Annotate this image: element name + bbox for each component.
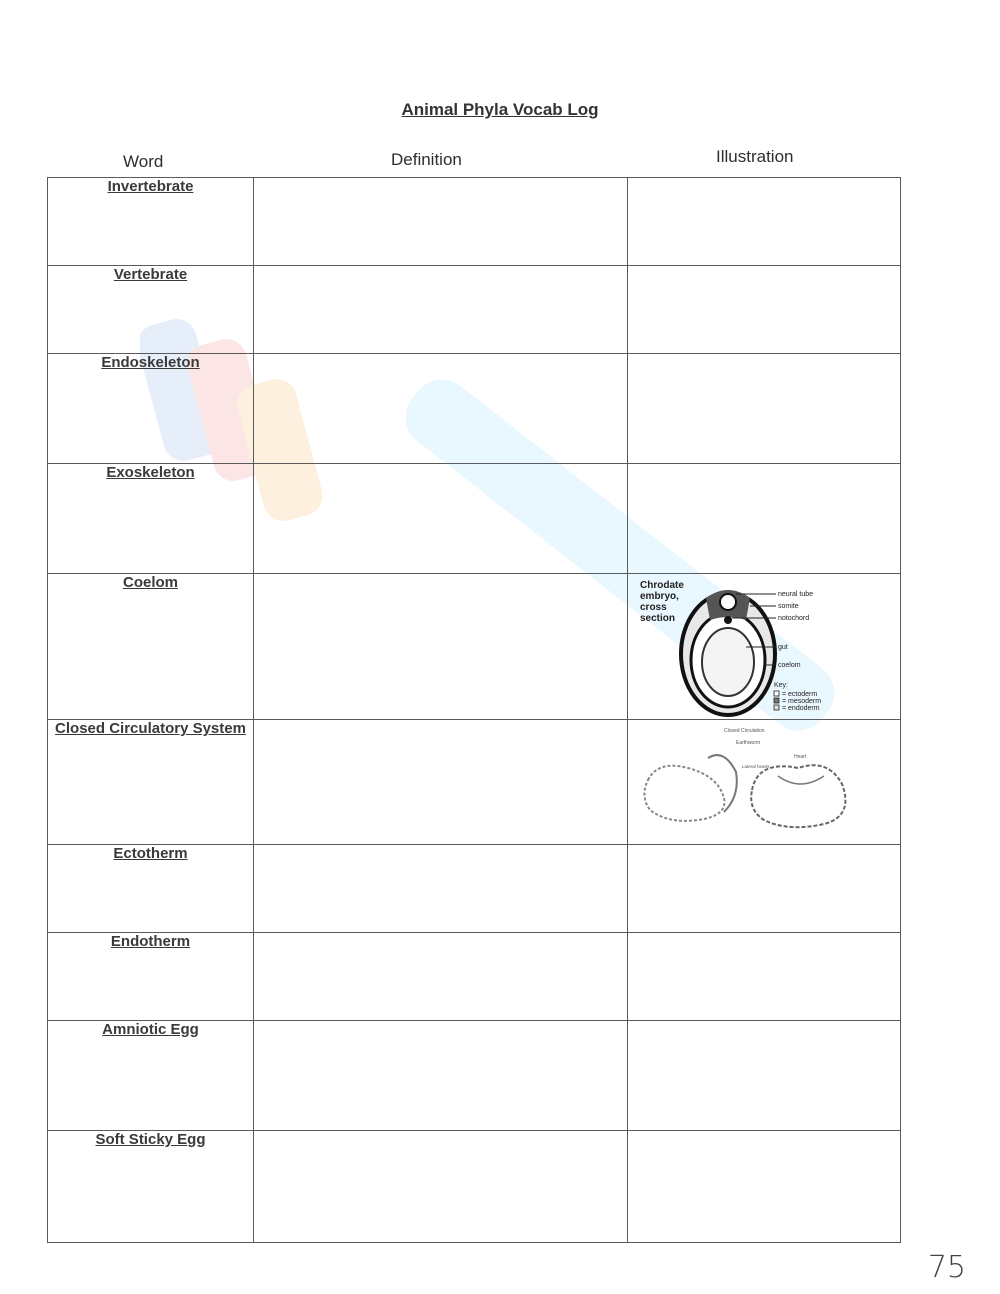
notochord (724, 616, 732, 624)
illustration-cell[interactable] (628, 933, 901, 1021)
table-row (48, 933, 901, 1021)
illustration-cell[interactable] (628, 464, 901, 574)
illustration-cell[interactable] (628, 845, 901, 933)
label-neural-tube: neural tube (778, 591, 814, 598)
word-cell (48, 1021, 254, 1131)
table-row (48, 464, 901, 574)
illustration-cell[interactable] (628, 1021, 901, 1131)
illustration-cell[interactable] (628, 574, 901, 720)
word-cell (48, 574, 254, 720)
figure-title: Closed Circulation (724, 728, 765, 734)
vocab-word: Ectotherm (113, 845, 188, 862)
word-cell (48, 354, 254, 464)
key-item: = ectoderm (782, 691, 818, 698)
illustration-cell[interactable] (628, 1131, 901, 1243)
vocab-word: Amniotic Egg (102, 1021, 199, 1038)
definition-cell[interactable] (254, 354, 628, 464)
word-cell (48, 845, 254, 933)
vocab-word: Soft Sticky Egg (95, 1131, 206, 1148)
table-row (48, 354, 901, 464)
definition-cell[interactable] (254, 845, 628, 933)
earthworm-circulation-diagram (628, 720, 900, 840)
vocab-word: Endoskeleton (101, 354, 200, 371)
key-swatch-mesoderm (774, 698, 779, 703)
vocab-word: Invertebrate (107, 178, 194, 195)
table-row (48, 720, 901, 845)
table-row (48, 1021, 901, 1131)
vessel-loop-right (751, 765, 845, 827)
figure-caption-line: embryo, (640, 591, 679, 602)
neural-tube (720, 594, 736, 610)
key-item: = endoderm (782, 705, 820, 712)
figure-caption-line: section (640, 613, 676, 624)
chordate-embryo-diagram (628, 574, 900, 719)
definition-cell[interactable] (254, 464, 628, 574)
illustration-cell[interactable] (628, 178, 901, 266)
table-row (48, 574, 901, 720)
illustration-cell[interactable] (628, 720, 901, 845)
table-row (48, 178, 901, 266)
word-cell (48, 720, 254, 845)
definition-cell[interactable] (254, 178, 628, 266)
figure-caption-line: Chrodate (640, 580, 684, 591)
label-gut: gut (778, 644, 788, 651)
vocab-word: Exoskeleton (106, 464, 195, 481)
label-coelom: coelom (778, 662, 801, 669)
key-item: = mesoderm (782, 698, 822, 705)
definition-cell[interactable] (254, 574, 628, 720)
key-title: Key: (774, 682, 789, 689)
label-somite: somite (778, 603, 799, 610)
column-header-definition: Definition (391, 150, 462, 169)
label-lateral-hearts: Lateral hearts (742, 764, 770, 769)
table-row (48, 845, 901, 933)
key-swatch-ectoderm (774, 691, 779, 696)
vessel-loop-left (644, 766, 724, 821)
definition-cell[interactable] (254, 933, 628, 1021)
page-number: 75 (927, 1250, 966, 1285)
figure-caption-line: cross (640, 602, 667, 613)
table-row (48, 1131, 901, 1243)
word-cell (48, 1131, 254, 1243)
illustration-cell[interactable] (628, 354, 901, 464)
page-title: Animal Phyla Vocab Log (401, 100, 599, 119)
vessel-connector (708, 755, 737, 812)
word-cell (48, 178, 254, 266)
vocab-word: Coelom (122, 574, 178, 591)
definition-cell[interactable] (254, 720, 628, 845)
label-notochord: notochord (778, 615, 810, 622)
column-header-illustration: Illustration (716, 147, 794, 166)
definition-cell[interactable] (254, 1021, 628, 1131)
key-swatch-endoderm (774, 705, 779, 710)
vocab-word: Endotherm (110, 933, 191, 950)
definition-cell[interactable] (254, 266, 628, 354)
word-cell (48, 464, 254, 574)
definition-cell[interactable] (254, 1131, 628, 1243)
label-heart: Heart (794, 754, 807, 760)
vocab-word: Closed Circulatory System (55, 720, 246, 737)
column-header-word: Word (123, 152, 164, 171)
vocab-word: Vertebrate (113, 266, 188, 283)
word-cell (48, 266, 254, 354)
dorsal-vessel (778, 776, 824, 784)
word-cell (48, 933, 254, 1021)
gut-region (702, 628, 754, 696)
vocab-table (47, 177, 901, 1243)
figure-subtitle: Earthworm (736, 740, 761, 746)
table-row (48, 266, 901, 354)
illustration-cell[interactable] (628, 266, 901, 354)
